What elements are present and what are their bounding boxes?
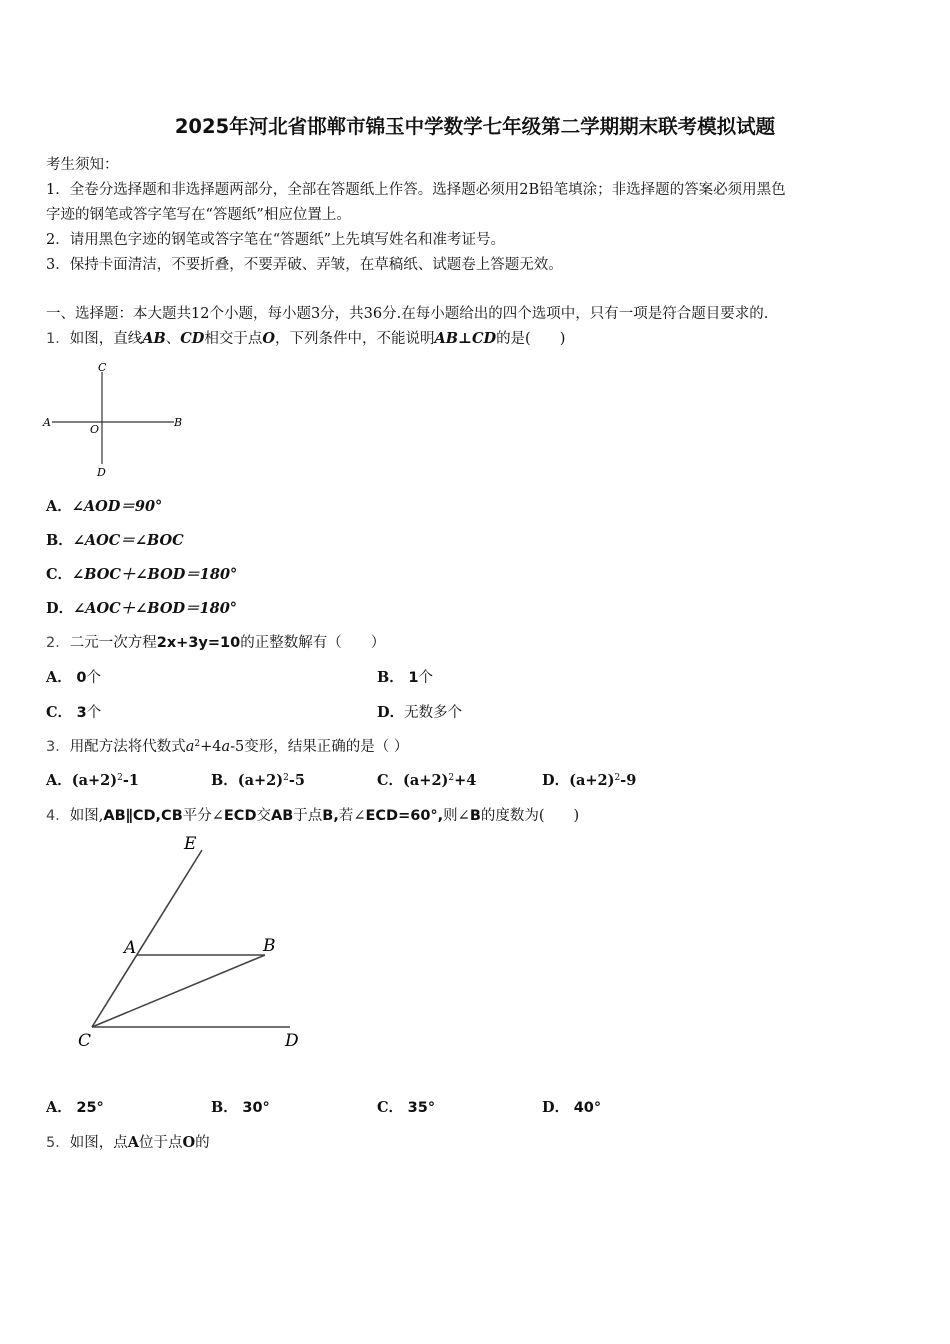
q1-option-b[interactable]: B．∠AOC＝∠BOC	[46, 532, 184, 549]
q2-option-c[interactable]: C． 3个	[46, 704, 102, 721]
q4-option-d[interactable]: D． 40°	[542, 1099, 602, 1116]
figure-intersecting-lines	[40, 360, 190, 480]
question-number: 1．	[46, 331, 70, 347]
q4-option-c[interactable]: C． 35°	[377, 1099, 436, 1116]
label-b: B	[263, 936, 276, 956]
figure-parallel-lines	[70, 830, 320, 1060]
notice-heading: 考生须知：	[46, 157, 119, 173]
question-3: 3．用配方法将代数式$a^2+4a-5$变形，结果正确的是（ ）	[46, 739, 409, 755]
question-1: 1．如图，直线AB、CD相交于点O，下列条件中，不能说明AB⊥CD的是( )	[46, 330, 566, 347]
q2-option-a[interactable]: A． 0个	[46, 669, 101, 686]
q2-option-d[interactable]: D．无数多个	[377, 704, 463, 721]
notice-line-2: 2．请用黑色字迹的钢笔或答字笔在“答题纸”上先填写姓名和准考证号。	[46, 232, 506, 248]
label-d: D	[97, 466, 106, 479]
label-b: B	[174, 416, 183, 429]
question-2: 2．二元一次方程2x+3y=10的正整数解有（ ）	[46, 635, 386, 651]
label-c: C	[78, 1031, 92, 1051]
q1-option-d[interactable]: D．∠AOC＋∠BOD＝180°	[46, 600, 238, 617]
q3-option-c[interactable]: C．$(a+2)^2+4$	[377, 772, 477, 789]
label-d: D	[285, 1031, 299, 1051]
q4-option-a[interactable]: A． 25°	[46, 1099, 104, 1116]
section-heading: 一、选择题：本大题共12个小题，每小题3分，共36分.在每小题给出的四个选项中，只有一项是符合题目要求的.	[46, 306, 769, 322]
label-e: E	[184, 834, 197, 854]
label-a: A	[124, 938, 137, 958]
label-c: C	[98, 361, 107, 374]
q3-option-d[interactable]: D．$(a+2)^2-9$	[542, 772, 637, 789]
q3-option-b[interactable]: B．$(a+2)^2-5$	[211, 772, 305, 789]
q4-option-b[interactable]: B． 30°	[211, 1099, 270, 1116]
q1-option-a[interactable]: A．∠AOD＝90°	[46, 498, 163, 515]
q3-option-a[interactable]: A．$(a+2)^2-1$	[46, 772, 139, 789]
label-a: A	[43, 416, 51, 429]
question-4: 4．如图,AB∥CD,CB平分∠ECD交AB于点B,若∠ECD=60°,则∠B的度数为( )	[46, 808, 580, 824]
notice-line-3: 3．保持卡面清洁，不要折叠，不要弄破、弄皱，在草稿纸、试题卷上答题无效。	[46, 257, 563, 273]
notice-line-1: 1．全卷分选择题和非选择题两部分，全部在答题纸上作答。选择题必须用2B铅笔填涂；非选择题的答案必须用黑色	[46, 182, 786, 198]
q1-option-c[interactable]: C．∠BOC＋∠BOD＝180°	[46, 566, 238, 583]
question-5: 5．如图，点A位于点O的	[46, 1134, 210, 1151]
q2-option-b[interactable]: B． 1个	[377, 669, 433, 686]
notice-line-1b: 字迹的钢笔或答字笔写在“答题纸”相应位置上。	[46, 207, 351, 223]
label-o: O	[90, 423, 100, 436]
page-title: 2025年河北省邯郸市锦玉中学数学七年级第二学期期末联考模拟试题	[174, 115, 776, 138]
